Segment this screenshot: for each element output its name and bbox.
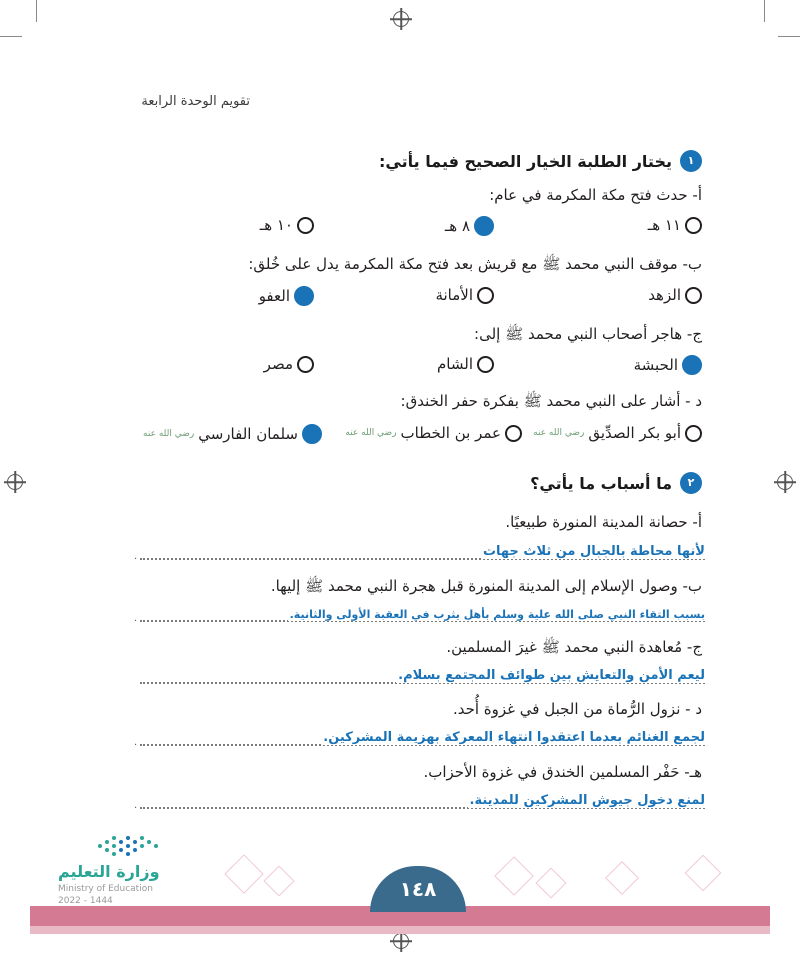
honorific-text: رضي الله عنه (143, 429, 195, 439)
ministry-logo (58, 828, 178, 908)
radio-selected-icon[interactable] (294, 286, 314, 306)
option-label: الزهد (648, 286, 681, 304)
logo-text-arabic: وزارة التعليم (58, 862, 160, 881)
option-label: أبو بكر الصدِّيق (588, 424, 681, 442)
logo-year: 2022 - 1444 (58, 896, 113, 906)
line-end-dot: . (134, 800, 138, 811)
decorative-diamond (224, 854, 264, 894)
option-afw[interactable] (259, 286, 314, 306)
line-end-dot: . (134, 613, 138, 624)
option-amana[interactable] (435, 286, 494, 304)
option-label: ١٠ هـ (259, 216, 293, 234)
question-title: يختار الطلبة الخيار الصحيح فيما يأتي: (379, 151, 672, 171)
option-salman[interactable] (143, 424, 322, 444)
option-label: العفو (258, 287, 290, 305)
answer-text: بسبب التقاء النبي صلى الله علية وسلم بأهل يثرب في العقبة الأولى والثانية. (289, 608, 705, 621)
radio-icon[interactable] (297, 217, 314, 234)
radio-selected-icon[interactable] (474, 216, 494, 236)
question-number-badge: ٢ (680, 472, 702, 494)
option-label: ٨ هـ (444, 217, 470, 235)
option-abubakr[interactable] (533, 424, 702, 442)
page-header-title: تقويم الوحدة الرابعة (141, 94, 250, 109)
option-zuhd[interactable] (648, 286, 702, 304)
option-habasha[interactable] (634, 355, 702, 375)
radio-icon[interactable] (297, 356, 314, 373)
question-1-heading (379, 150, 702, 172)
question-title: ما أسباب ما يأتي؟ (530, 473, 672, 493)
decorative-diamond (494, 856, 534, 896)
option-label: الشام (437, 355, 473, 373)
page-number: ١٤٨ (370, 866, 466, 912)
crop-mark (36, 0, 37, 22)
item-stem: ج- هاجر أصحاب النبي محمد ﷺ إلى: (474, 325, 702, 343)
radio-icon[interactable] (477, 356, 494, 373)
option-sham[interactable] (437, 355, 494, 373)
option-label: الأمانة (435, 286, 473, 304)
radio-selected-icon[interactable] (302, 424, 322, 444)
item-stem: د - أشار على النبي محمد ﷺ بفكرة حفر الخندق: (400, 392, 702, 410)
honorific-text: رضي الله عنه (533, 428, 585, 438)
answer-text: لأنها محاطة بالجبال من ثلاث جهات (482, 544, 705, 559)
line-end-dot: . (134, 551, 138, 562)
answer-line[interactable] (134, 542, 705, 562)
radio-icon[interactable] (505, 425, 522, 442)
option-8h[interactable] (445, 216, 494, 236)
answer-text: لمنع دخول جيوش المشركين للمدينة. (469, 793, 705, 808)
item-stem: أ- حصانة المدينة المنورة طبيعيًا. (505, 513, 702, 531)
item-stem: ج- مُعاهدة النبي محمد ﷺ غيرَ المسلمين. (446, 638, 702, 656)
option-11h[interactable] (648, 216, 702, 234)
line-end-dot: . (134, 737, 138, 748)
honorific-text: رضي الله عنه (345, 428, 397, 438)
registration-mark-icon (7, 474, 23, 490)
option-label: ١١ هـ (647, 216, 681, 234)
answer-text: لجمع الغنائم بعدما اعتقدوا انتهاء المعركة بهزيمة المشركين. (323, 730, 705, 745)
crop-mark (778, 36, 800, 37)
option-label: عمر بن الخطاب (400, 424, 501, 442)
option-10h[interactable] (260, 216, 314, 234)
option-label: مصر (263, 355, 293, 373)
registration-mark-icon (393, 11, 409, 27)
decorative-diamond (263, 865, 294, 896)
footer-band-light (30, 926, 770, 934)
radio-icon[interactable] (685, 287, 702, 304)
option-label: الحبشة (633, 356, 678, 374)
option-misr[interactable] (264, 355, 314, 373)
answer-line[interactable] (134, 728, 705, 748)
logo-dot-pattern (98, 830, 178, 860)
registration-mark-icon (777, 474, 793, 490)
answer-text: ليعم الأمن والتعايش بين طوائف المجتمع بسلام. (398, 668, 705, 683)
answer-line[interactable] (134, 604, 705, 624)
registration-mark-icon (393, 933, 409, 949)
item-stem: أ- حدث فتح مكة المكرمة في عام: (489, 186, 702, 204)
answer-line[interactable] (140, 666, 705, 684)
decorative-diamond (685, 855, 722, 892)
question-number-badge: ١ (680, 150, 702, 172)
decorative-diamond (605, 861, 639, 895)
radio-selected-icon[interactable] (682, 355, 702, 375)
item-stem: ب- وصول الإسلام إلى المدينة المنورة قبل هجرة النبي محمد ﷺ إليها. (270, 577, 702, 595)
decorative-diamond (535, 867, 566, 898)
crop-mark (764, 0, 765, 22)
radio-icon[interactable] (477, 287, 494, 304)
crop-mark (0, 36, 22, 37)
item-stem: ب- موقف النبي محمد ﷺ مع قريش بعد فتح مكة المكرمة يدل على خُلق: (248, 255, 702, 273)
item-stem: هـ- حَفْر المسلمين الخندق في غزوة الأحزاب. (423, 763, 702, 781)
answer-line[interactable] (134, 791, 705, 811)
option-label: سلمان الفارسي (198, 425, 298, 443)
question-2-heading (530, 472, 702, 494)
radio-icon[interactable] (685, 217, 702, 234)
logo-text-english: Ministry of Education (58, 884, 153, 894)
item-stem: د - نزول الرُّماة من الجبل في غزوة أُحد. (452, 700, 702, 718)
radio-icon[interactable] (685, 425, 702, 442)
option-umar[interactable] (345, 424, 522, 442)
